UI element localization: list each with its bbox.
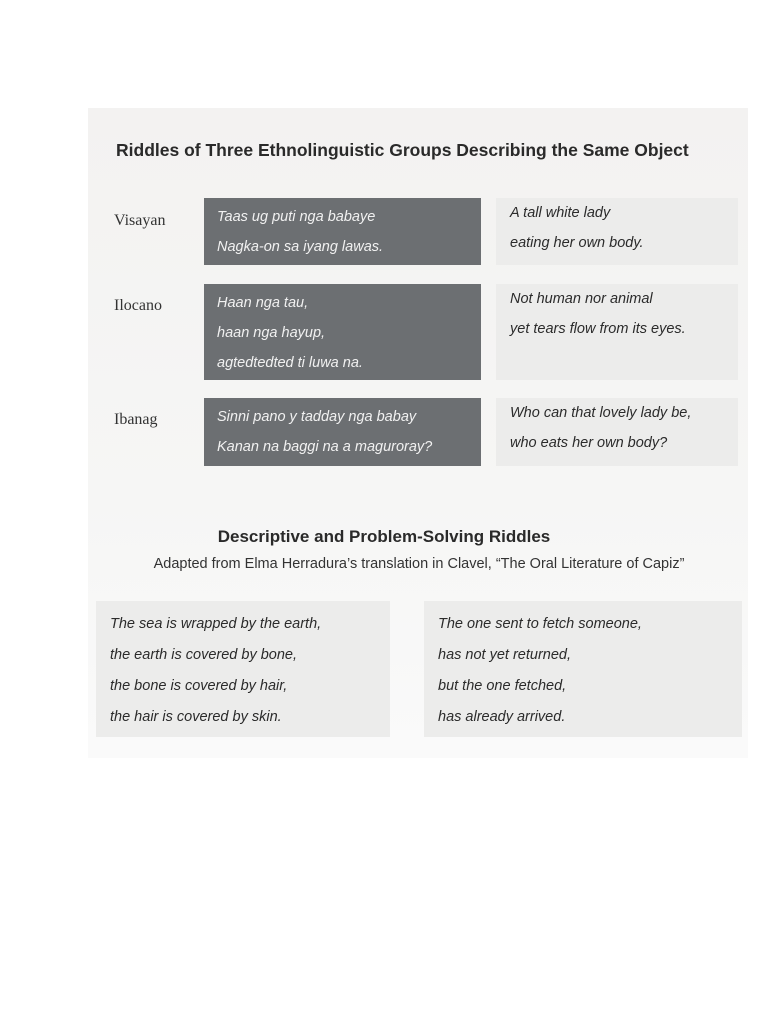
riddle-line: haan nga hayup, [217, 325, 326, 341]
riddle-line: Sinni pano y tadday nga babay [217, 409, 417, 425]
riddle-line: Taas ug puti nga babaye [217, 209, 376, 225]
language-label-visayan: Visayan [114, 212, 166, 229]
translation-line: who eats her own body? [510, 435, 668, 451]
riddle-box-problem-solving [424, 601, 742, 737]
translation-line: A tall white lady [510, 205, 611, 221]
translation-line: Not human nor animal [510, 291, 653, 307]
language-label-ibanag: Ibanag [114, 411, 158, 428]
riddle-line: has already arrived. [438, 709, 566, 725]
native-riddle-visayan [204, 198, 481, 265]
language-label-ilocano: Ilocano [114, 297, 162, 314]
translation-visayan [496, 198, 738, 265]
native-riddle-ilocano [204, 284, 481, 380]
translation-line: eating her own body. [510, 235, 644, 251]
translation-line: Who can that lovely lady be, [510, 405, 692, 421]
riddle-line: agtedtedted ti luwa na. [217, 355, 363, 371]
riddle-line: but the one fetched, [438, 678, 567, 694]
translation-ibanag [496, 398, 738, 466]
riddle-line: The sea is wrapped by the earth, [110, 616, 322, 632]
translation-line: yet tears flow from its eyes. [510, 321, 686, 337]
native-riddle-ibanag [204, 398, 481, 466]
riddle-box-descriptive [96, 601, 390, 737]
riddle-line: Nagka-on sa iyang lawas. [217, 239, 384, 255]
riddle-line: the bone is covered by hair, [110, 678, 288, 694]
riddle-line: Kanan na baggi na a maguroray? [217, 439, 433, 455]
section-title-descriptive-riddles: Descriptive and Problem-Solving Riddles [217, 527, 551, 546]
translation-ilocano [496, 284, 738, 380]
riddle-line: The one sent to fetch someone, [438, 616, 642, 632]
riddle-line: the earth is covered by bone, [110, 647, 298, 663]
riddle-line: the hair is covered by skin. [110, 709, 282, 725]
section-title-riddles-groups: Riddles of Three Ethnolinguistic Groups Describing the Same Object [116, 140, 689, 160]
riddle-line: has not yet returned, [438, 647, 571, 663]
riddle-line: Haan nga tau, [217, 295, 309, 311]
section-subtitle-attribution: Adapted from Elma Herradura’s translation in Clavel, “The Oral Literature of Capiz” [153, 556, 685, 572]
